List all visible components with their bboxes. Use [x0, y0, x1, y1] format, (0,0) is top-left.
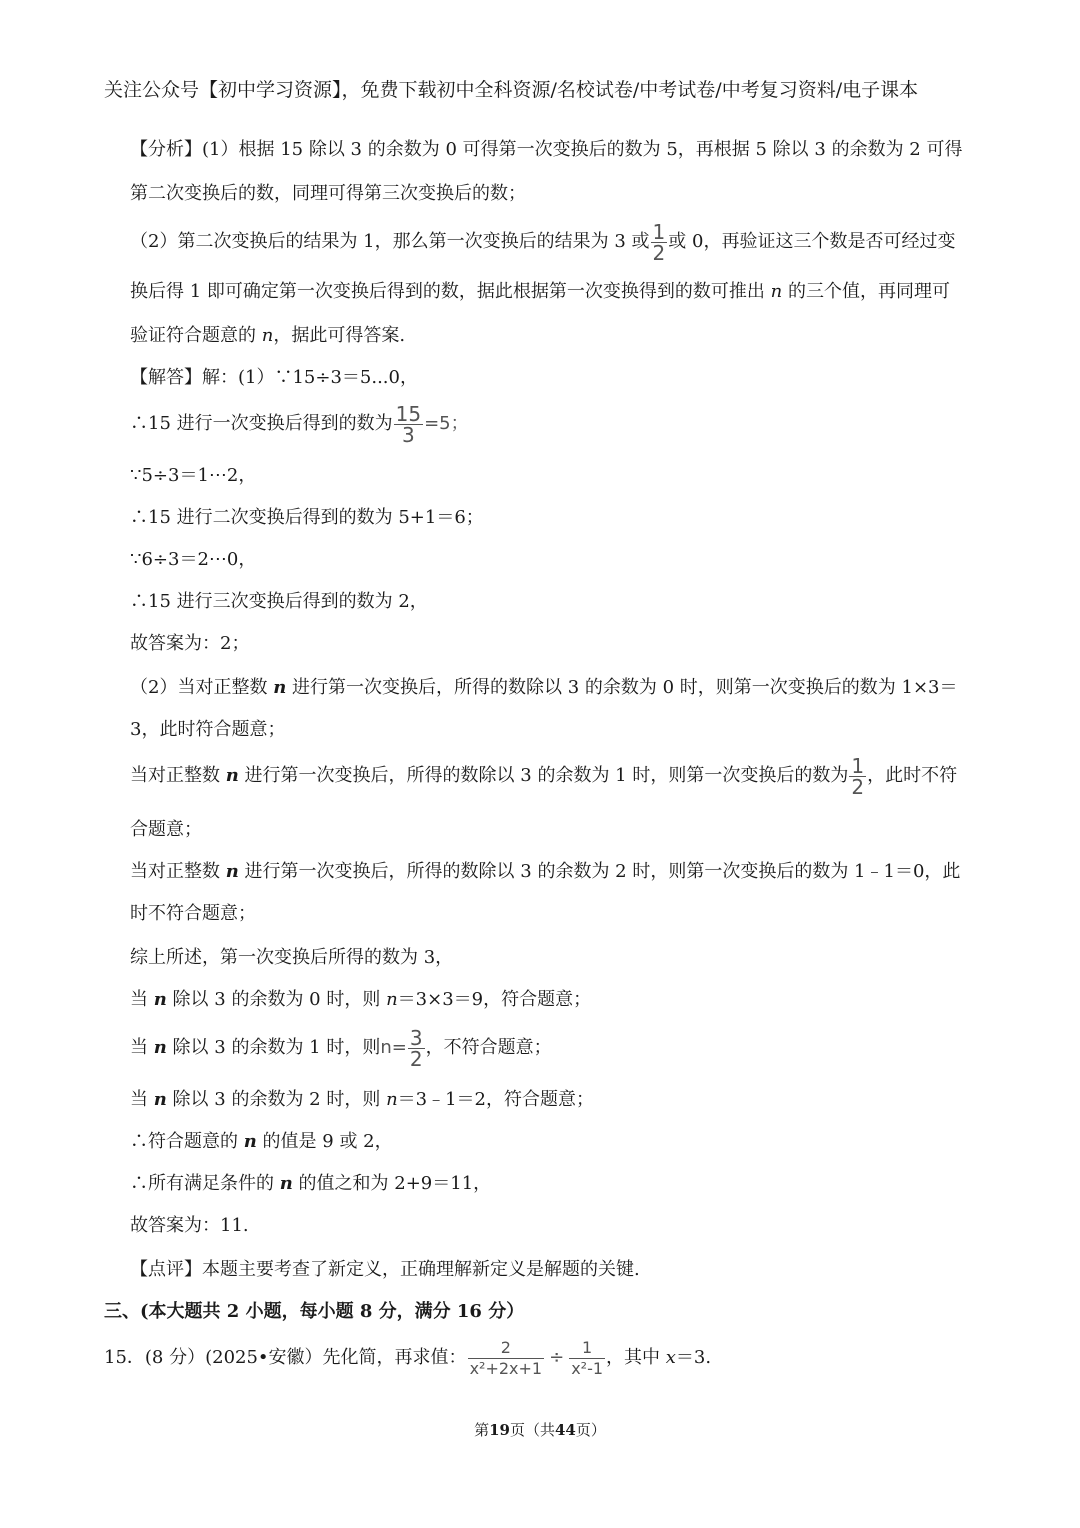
solution-line-10 — [130, 754, 957, 798]
divide-operator: ÷ — [549, 1347, 565, 1368]
fraction-expression-2 — [569, 1338, 605, 1379]
text-span: 当对正整数 — [130, 861, 226, 882]
variable-n: n — [243, 1131, 257, 1152]
solution-line-16 — [130, 1026, 552, 1070]
fraction-numerator: 2 — [500, 1337, 511, 1357]
footer-text: 第 — [474, 1421, 490, 1439]
variable-n: n — [153, 1037, 167, 1058]
fraction-denominator: x²+2x+1 — [469, 1358, 543, 1378]
fraction-denominator: 2 — [409, 1046, 423, 1071]
variable-n: n — [153, 989, 167, 1010]
text-span: 的三个值，再同理可 — [782, 281, 950, 302]
solution-line-12 — [130, 858, 960, 886]
solution-line-11: 合题意； — [130, 819, 202, 840]
solution-line-1: 【解答】解：(1）∵15÷3＝5...0， — [130, 367, 418, 388]
text-span: ，不符合题意； — [425, 1037, 552, 1058]
page-footer — [0, 1416, 1080, 1444]
solution-line-3: ∵5÷3＝1⋯2， — [130, 465, 257, 486]
text-span: （2）当对正整数 — [130, 677, 274, 698]
text-span: 进行第一次变换后，所得的数除以 3 的余数为 2 时，则第一次变换后的数为 1﹣1＝0，此 — [238, 861, 961, 882]
comment-line: 【点评】本题主要考查了新定义，正确理解新定义是解题的关键. — [130, 1259, 640, 1280]
page-number: 19 — [489, 1421, 510, 1439]
text-span: 换后得 1 即可确定第一次变换后得到的数，据此根据第一次变换得到的数可推出 — [130, 281, 771, 302]
solution-line-18 — [130, 1128, 393, 1156]
fraction-denominator: x²-1 — [571, 1358, 604, 1378]
analysis-line-4 — [130, 278, 950, 306]
solution-line-17 — [130, 1086, 594, 1114]
text-span: ，其中 — [606, 1347, 666, 1368]
variable-n: n — [225, 861, 239, 882]
text-span: 除以 3 的余数为 1 时，则 — [166, 1037, 381, 1058]
fraction-numerator: 15 — [395, 401, 422, 426]
footer-text: 页（共 — [509, 1421, 555, 1439]
text-span: 当 — [130, 1037, 154, 1058]
fraction-three-halves — [408, 1025, 425, 1071]
text-span: 进行第一次变换后，所得的数除以 3 的余数为 0 时，则第一次变换后的数为 1×3＝ — [286, 677, 958, 698]
solution-line-14: 综上所述，第一次变换后所得的数为 3， — [130, 947, 454, 968]
fraction-expression-1 — [468, 1338, 545, 1379]
text-span: ＝3. — [675, 1347, 712, 1368]
solution-line-2 — [130, 402, 469, 446]
text-span: （2）第二次变换后的结果为 1，那么第一次变换后的结果为 3 或 — [130, 231, 650, 252]
text-span: 或 0，再验证这三个数是否可经过变 — [668, 231, 956, 252]
text-span: ＝3×3＝9，符合题意； — [397, 989, 592, 1010]
text-span: 除以 3 的余数为 2 时，则 — [166, 1089, 387, 1110]
text-span: ，此时不符 — [867, 765, 958, 786]
fraction-denominator: 2 — [851, 774, 865, 799]
text-span: ，据此可得答案. — [273, 325, 406, 346]
solution-line-9: 3，此时符合题意； — [130, 719, 286, 740]
variable-n: n — [770, 281, 783, 302]
text-span: 验证符合题意的 — [130, 325, 262, 346]
text-span: 当 — [130, 989, 154, 1010]
question-prefix: 15．(8 分）(2025•安徽）先化简，再求值： — [104, 1347, 467, 1368]
section-heading: 三、(本大题共 2 小题，每小题 8 分，满分 16 分） — [104, 1301, 525, 1322]
solution-line-7: 故答案为：2； — [130, 633, 250, 654]
fraction-denominator: 2 — [652, 240, 666, 265]
variable-n: n — [225, 765, 239, 786]
solution-line-19 — [130, 1170, 491, 1198]
solution-line-4: ∴15 进行二次变换后得到的数为 5+1＝6； — [130, 507, 484, 528]
text-span: 当对正整数 — [130, 765, 226, 786]
analysis-line-2: 第二次变换后的数，同理可得第三次变换后的数； — [130, 183, 526, 204]
fraction-one-half — [849, 753, 866, 799]
text-span: ∴符合题意的 — [130, 1131, 244, 1152]
text-span: 的值之和为 2+9＝11， — [292, 1173, 492, 1194]
fraction-numerator: 3 — [409, 1025, 423, 1050]
variable-n: n — [386, 1089, 398, 1110]
variable-x: x — [665, 1347, 676, 1368]
fraction-numerator: 1 — [851, 753, 865, 778]
text-span: 的值是 9 或 2， — [256, 1131, 393, 1152]
solution-line-6: ∴15 进行三次变换后得到的数为 2， — [130, 591, 428, 612]
analysis-line-5 — [130, 322, 405, 350]
header-banner: 关注公众号【初中学习资源】，免费下载初中全科资源/名校试卷/中考试卷/中考复习资料/电子课本 — [104, 79, 919, 101]
fraction-numerator: 1 — [652, 219, 666, 244]
total-pages: 44 — [555, 1421, 576, 1439]
fraction-one-half — [651, 219, 668, 265]
variable-n: n — [386, 989, 398, 1010]
variable-n: n — [261, 325, 274, 346]
solution-line-15 — [130, 986, 591, 1014]
analysis-line-1: 【分析】(1）根据 15 除以 3 的余数为 0 可得第一次变换后的数为 5，再根据 5 除以 3 的余数为 2 可得 — [130, 139, 963, 160]
text-span: 进行第一次变换后，所得的数除以 3 的余数为 1 时，则第一次变换后的数为 — [238, 765, 849, 786]
solution-line-20: 故答案为：11. — [130, 1215, 249, 1236]
variable-n: n — [153, 1089, 167, 1110]
question-15 — [104, 1332, 711, 1384]
text-span: ∴所有满足条件的 — [130, 1173, 280, 1194]
text-span: 当 — [130, 1089, 154, 1110]
variable-n: n — [273, 677, 287, 698]
text-span: ∴15 进行一次变换后得到的数为 — [130, 413, 393, 434]
solution-line-8 — [130, 674, 958, 702]
text-span: =5； — [424, 413, 469, 434]
fraction-denominator: 3 — [394, 424, 423, 445]
analysis-line-3 — [130, 220, 955, 264]
formula-n-equals: n= — [380, 1037, 407, 1058]
fraction-15-over-3 — [394, 401, 423, 447]
fraction-numerator: 1 — [582, 1337, 593, 1357]
solution-line-13: 时不符合题意； — [130, 903, 256, 924]
variable-n: n — [279, 1173, 293, 1194]
text-span: ＝3﹣1＝2，符合题意； — [397, 1089, 595, 1110]
text-span: 除以 3 的余数为 0 时，则 — [166, 989, 387, 1010]
solution-line-5: ∵6÷3＝2⋯0， — [130, 549, 257, 570]
footer-text: 页） — [575, 1421, 606, 1439]
